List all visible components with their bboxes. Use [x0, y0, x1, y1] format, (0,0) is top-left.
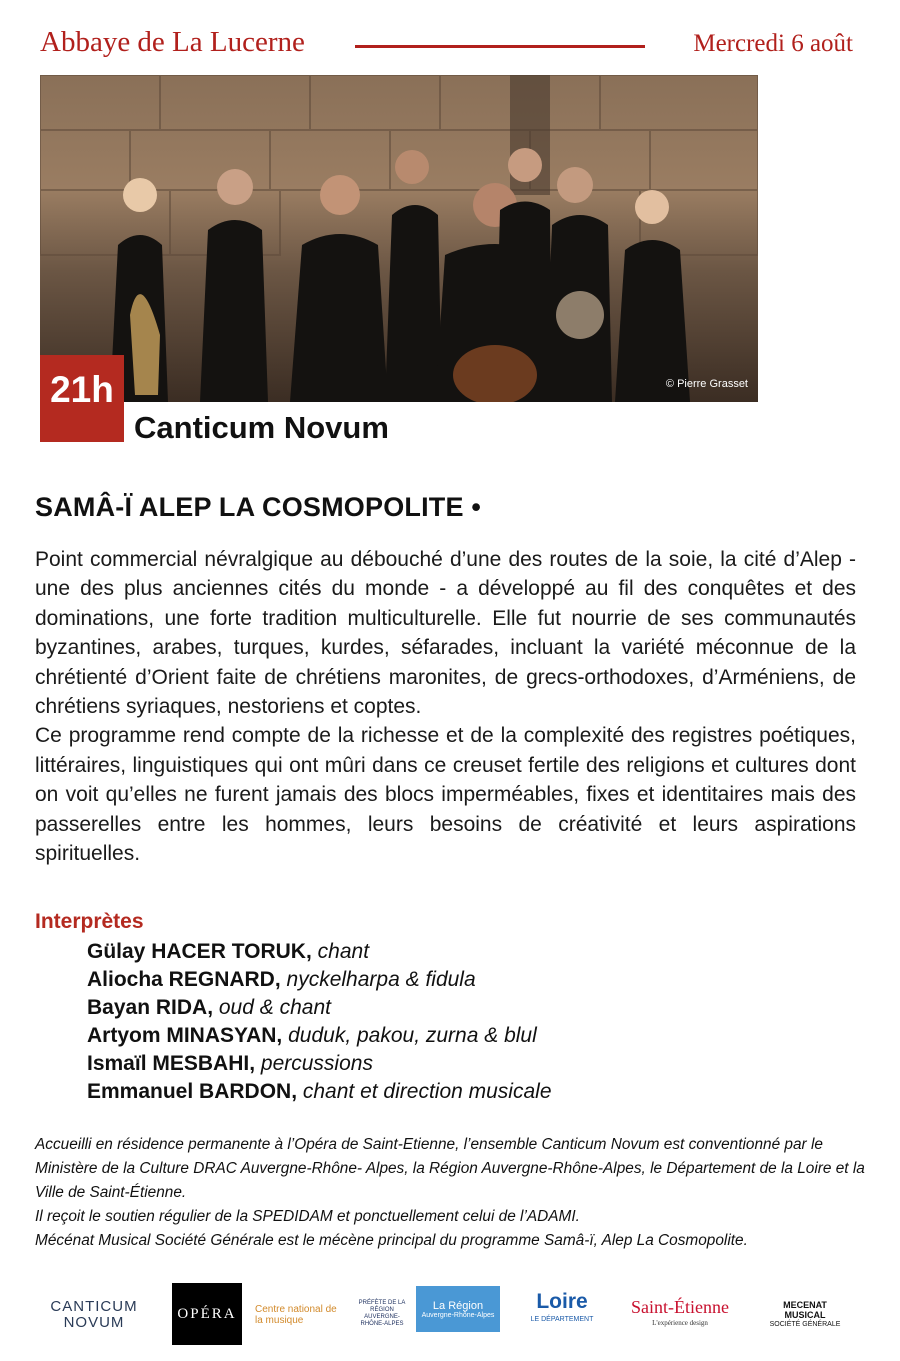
event-date: Mercredi 6 août: [693, 30, 853, 57]
logo-text: L'expérience design: [652, 1319, 708, 1327]
note-line: Il reçoit le soutien régulier de la SPEDIDAM et ponctuellement celui de l’ADAMI.: [35, 1208, 580, 1225]
photo-illustration: [40, 75, 758, 402]
region-logo: [416, 1286, 500, 1332]
support-notes: [35, 1133, 865, 1253]
logo-text: La Région: [432, 1299, 484, 1312]
logo-text: Auvergne-Rhône-Alpes: [421, 1311, 495, 1319]
ensemble-photo: [40, 75, 758, 402]
logo-text: LE DÉPARTEMENT: [530, 1316, 594, 1323]
performer-name: Emmanuel BARDON,: [87, 1079, 298, 1103]
performer-item: [87, 1050, 552, 1078]
performer-role: chant: [317, 940, 370, 963]
prefet-logo: PRÉFÈTE DE LA RÉGION AUVERGNE-RHÔNE-ALPES: [358, 1300, 406, 1327]
photo-credit: © Pierre Grasset: [665, 378, 748, 390]
logo-text: Saint-Étienne: [631, 1297, 729, 1317]
performer-role: duduk, pakou, zurna & blul: [288, 1023, 537, 1047]
performer-role: oud & chant: [218, 995, 331, 1019]
performer-role: chant et direction musicale: [302, 1079, 552, 1103]
performer-item: [87, 994, 552, 1022]
saint-etienne-logo: [625, 1293, 735, 1337]
description-paragraph: Ce programme rend compte de la richesse et de la complexité des registres poétiques, littéraires, linguistiques qui ont mûri dans ce creuset fertile des religions et cultures dont on voit qu’elles ne furent jamais des blocs imperméables, fixes et identitaires mais des passerelles entre les hommes, leurs besoins de créativité et leurs aspirations spirituelles.: [35, 724, 856, 866]
opera-logo: OPÉRA: [172, 1283, 242, 1345]
canticum-novum-logo: [30, 1295, 158, 1335]
performer-name: Gülay HACER TORUK,: [87, 940, 312, 963]
mecenat-logo: [765, 1293, 845, 1337]
program-description: [35, 545, 856, 868]
description-paragraph: Point commercial névralgique au débouché d’une des routes de la soie, la cité d’Alep - une des plus anciennes cités du monde - a développé au fil des conquêtes et des dominations, une forte tradition multiculturelle. Elle fut nourrie de ses communautés byzantines, arabes, turques, kurdes, séfarades, incluant la variété méconnue de la chrétienté d’Orient faite de chrétiens maronites, de grecs-orthodoxes, d’Arméniens, de chrétiens syriaques, nestoriens et coptes.: [35, 548, 856, 719]
note-line: Mécénat Musical Société Générale est le mécène principal du programme Samâ-ï, Alep La Cosmopolite.: [35, 1232, 748, 1249]
cnm-logo: Centre national de la musique: [255, 1304, 337, 1326]
loire-logo: [530, 1291, 594, 1331]
performer-item: [87, 1078, 552, 1106]
partner-logos: [30, 1283, 870, 1345]
performer-role: nyckelharpa & fidula: [286, 967, 476, 991]
performers-heading: Interprètes: [35, 910, 144, 933]
header-rule: [355, 45, 645, 48]
performer-name: Bayan RIDA,: [87, 995, 214, 1019]
performers-list: [87, 938, 552, 1105]
performer-name: Aliocha REGNARD,: [87, 967, 281, 991]
event-time: 21h: [50, 369, 114, 410]
logo-text: Loire: [536, 1290, 588, 1313]
program-title: SAMÂ-Ï ALEP LA COSMOPOLITE •: [35, 492, 482, 522]
logo-text: MECENAT: [783, 1300, 827, 1310]
performer-role: percussions: [260, 1051, 373, 1075]
performer-item: [87, 938, 552, 966]
time-box: [40, 355, 124, 442]
venue-title: Abbaye de La Lucerne: [40, 26, 305, 58]
logo-text: CANTICUM: [50, 1298, 138, 1315]
logo-text: NOVUM: [63, 1314, 125, 1331]
ensemble-name: Canticum Novum: [134, 410, 389, 445]
note-line: Accueilli en résidence permanente à l’Opéra de Saint-Etienne, l’ensemble Canticum Novum est conventionné par le Ministère de la Culture DRAC Auvergne-Rhône- Alpes, la Région Auvergne-Rhône-Alpes, le Département de la Loire et la Ville de Saint-Étienne.: [35, 1136, 865, 1201]
performer-name: Ismaïl MESBAHI,: [87, 1051, 256, 1075]
performer-item: [87, 966, 552, 994]
logo-text: SOCIÉTÉ GÉNÉRALE: [769, 1321, 841, 1328]
performer-item: [87, 1022, 552, 1050]
logo-text: MUSICAL: [784, 1310, 826, 1320]
performer-name: Artyom MINASYAN,: [87, 1023, 283, 1047]
